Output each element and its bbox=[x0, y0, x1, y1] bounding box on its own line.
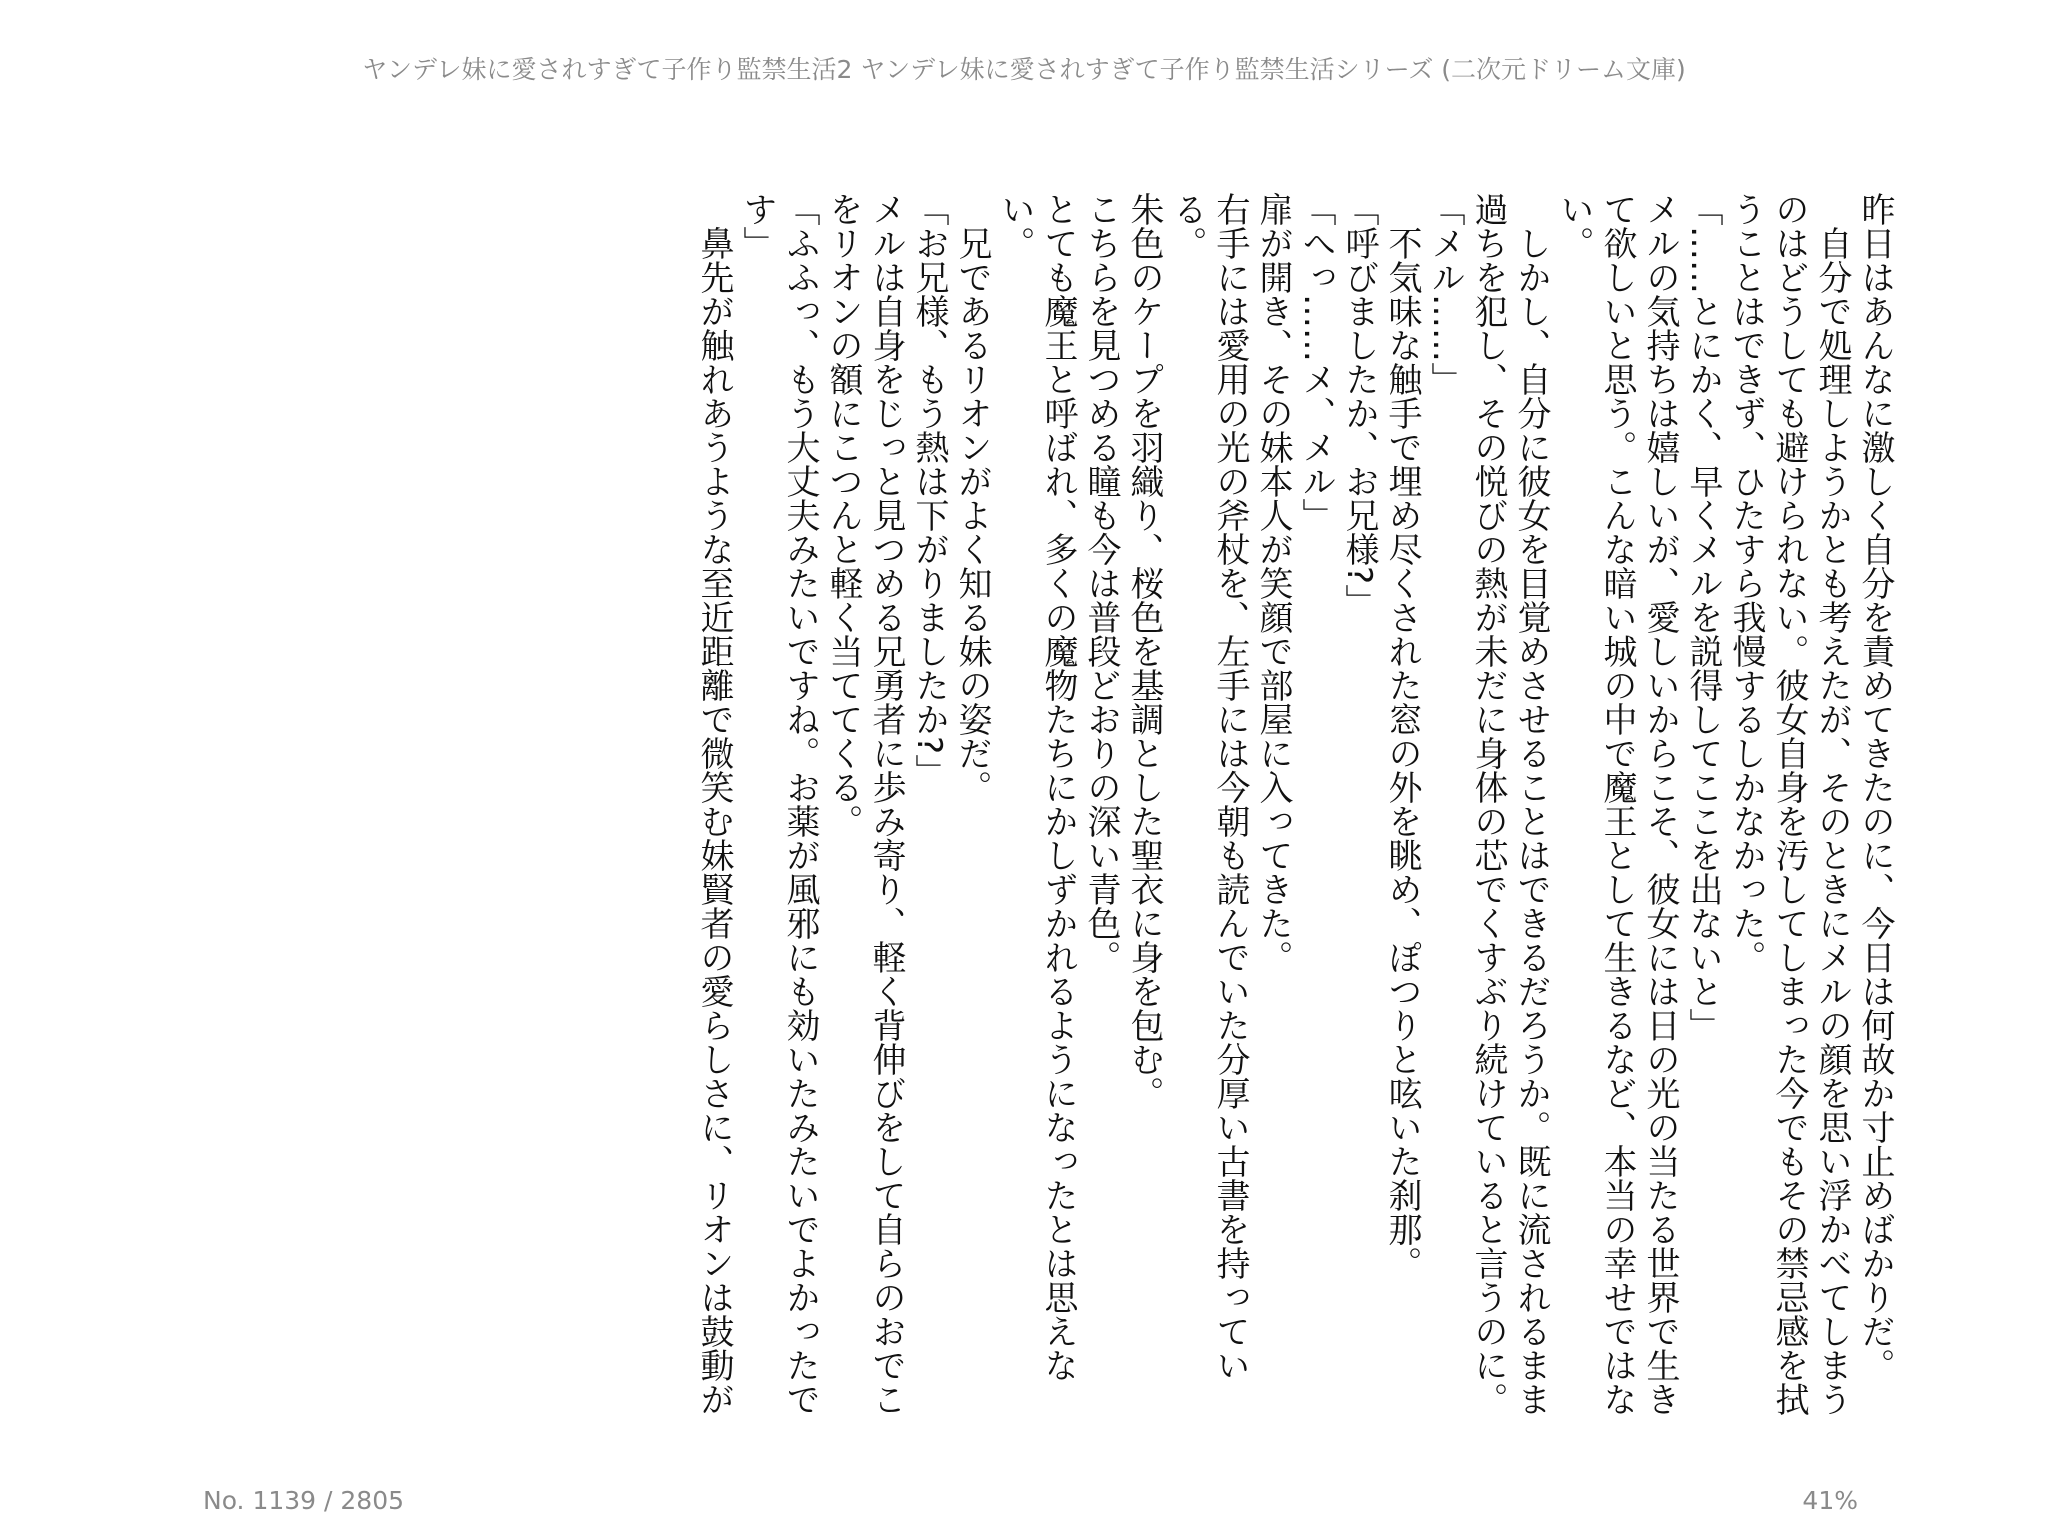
paragraph: 「へっ……メ、メル」 bbox=[1296, 192, 1336, 532]
progress-percent: 41% bbox=[1802, 1486, 1858, 1515]
paragraph: 「……とにかく、早くメルを説得してここを出ないと」 bbox=[1683, 192, 1723, 1042]
paragraph: メルの気持ちは嬉しいが、愛しいからこそ、彼女には日の光の当たる世界で生きて欲しいと思う。こんな暗い城の中で魔王として生きるなど、本当の幸せではない。 bbox=[1554, 192, 1680, 1416]
book-title-header: ヤンデレ妹に愛されすぎて子作り監禁生活2 ヤンデレ妹に愛されすぎて子作り監禁生活シリーズ (二次元ドリーム文庫) bbox=[362, 55, 1686, 84]
paragraph: 「呼びましたか、お兄様?」 bbox=[1339, 192, 1379, 619]
paragraph: しかし、自分に彼女を目覚めさせることはできるだろうか。既に流されるまま過ちを犯し、その悦びの熱が未だに身体の芯でくすぶり続けていると言うのに。 bbox=[1468, 192, 1551, 1416]
page-body-text bbox=[692, 192, 1896, 1424]
paragraph: 「お兄様、もう熱は下がりましたか?」 bbox=[909, 192, 949, 789]
paragraph: こちらを見つめる瞳も今は普段どおりの深い青色。 bbox=[1081, 192, 1121, 974]
paragraph: 昨日はあんなに激しく自分を責めてきたのに、今日は何故か寸止めばかりだ。 bbox=[1855, 192, 1895, 1382]
paragraph: 朱色のケープを羽織り、桜色を基調とした聖衣に身を包む。 bbox=[1124, 192, 1164, 1110]
paragraph: 「メル……」 bbox=[1425, 192, 1465, 396]
paragraph: 「ふふっ、もう大丈夫みたいですね。お薬が風邪にも効いたみたいでよかったです」 bbox=[737, 192, 820, 1416]
paragraph: 右手には愛用の光の斧杖を、左手には今朝も読んでいた分厚い古書を持っている。 bbox=[1167, 192, 1250, 1382]
paragraph: 不気味な触手で埋め尽くされた窓の外を眺め、ぽつりと呟いた刹那。 bbox=[1382, 226, 1422, 1280]
location-indicator: No. 1139 / 2805 bbox=[203, 1486, 405, 1515]
paragraph: とても魔王と呼ばれ、多くの魔物たちにかしずかれるようになったとは思えない。 bbox=[995, 192, 1078, 1382]
paragraph: メルは自身をじっと見つめる兄勇者に歩み寄り、軽く背伸びをして自らのおでこをリオンの額にこつんと軽く当ててくる。 bbox=[823, 192, 906, 1416]
paragraph: 鼻先が触れあうような至近距離で微笑む妹賢者の愛らしさに、リオンは鼓動が bbox=[694, 226, 734, 1416]
paragraph: 自分で処理しようかとも考えたが、そのときにメルの顔を思い浮かべてしまうのはどうしても避けられない。彼女自身を汚してしまった今でもその禁忌感を拭うことはできず、ひたすら我慢するしかなかった。 bbox=[1726, 192, 1852, 1416]
paragraph: 扉が開き、その妹本人が笑顔で部屋に入ってきた。 bbox=[1253, 192, 1293, 974]
paragraph: 兄であるリオンがよく知る妹の姿だ。 bbox=[952, 226, 992, 804]
